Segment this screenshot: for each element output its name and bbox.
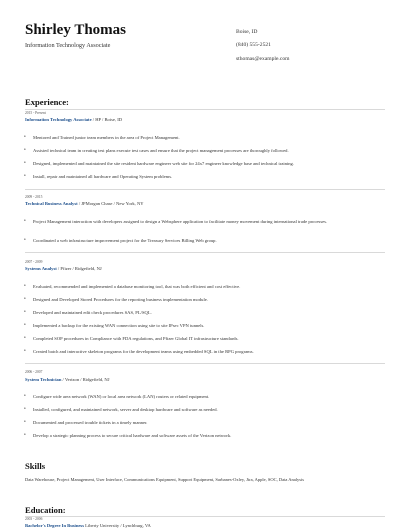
list-item: • Coordinated a web infrastructure improvement project for the Treasury Services Billing Web group. xyxy=(24,238,217,243)
degree: Bachelor's Degree In Business xyxy=(25,523,84,528)
bullet-icon: • xyxy=(24,284,26,289)
job-dates: 2009 - 2015 xyxy=(25,195,43,199)
job-role: System Technician xyxy=(25,377,62,382)
bullet-icon: • xyxy=(24,219,26,224)
job-role: Information Technology Associate xyxy=(25,117,92,122)
list-item: • Project Management interaction with developers assigned to design a Webspherе application to facilitate money movement during international trade processes. xyxy=(24,219,328,224)
divider xyxy=(25,189,385,190)
skills-list: Data Warehouse, Project Management, User Interface, Communications Equipment, Support Equipment, Sarbanes-Oxley, Jira, Apple, SOC, Data Analysis xyxy=(25,477,304,482)
candidate-name: Shirley Thomas xyxy=(25,22,126,38)
contact-email: sthomas@example.com xyxy=(236,56,290,62)
job-heading xyxy=(25,201,144,206)
job-org: / Verizon / Ridgefield, NJ xyxy=(61,377,110,382)
bullet-icon: • xyxy=(24,336,26,341)
job-heading xyxy=(25,266,102,271)
bullet-icon: • xyxy=(24,420,26,425)
list-item: • Installed, configured, and maintained network, server and desktop hardware and software as needed. xyxy=(24,407,218,412)
list-item: • Designed and Developed Stored Procedures for the reporting business implementation module. xyxy=(24,297,208,302)
list-item: • Assisted technical team in creating test plans execute test cases and ensure that the project management processes are thoroughly followed. xyxy=(24,148,289,153)
bullet-icon: • xyxy=(24,297,26,302)
job-heading xyxy=(25,377,110,382)
divider xyxy=(25,109,385,110)
education-dates: 2003 - 2006 xyxy=(25,517,43,521)
list-item: • Configure wide area network (WAN) or local area network (LAN) routers or related equipment. xyxy=(24,394,210,399)
divider xyxy=(25,363,385,364)
bullet-icon: • xyxy=(24,349,26,354)
school: Liberty University / Lynchburg, VA xyxy=(84,523,151,528)
job-dates: 2006 - 2007 xyxy=(25,370,43,374)
divider xyxy=(25,252,385,253)
bullet-icon: • xyxy=(24,161,26,166)
resume-header xyxy=(0,0,410,80)
list-item: • Mentored and Trained junior team members in the area of Project Management. xyxy=(24,135,180,140)
list-item: • Designed, implemented and maintained the site resident hardware engineer web site for 24x7 engineer knowledge base and technical training. xyxy=(24,161,294,166)
job-role: Technical Business Analyst xyxy=(25,201,78,206)
bullet-icon: • xyxy=(24,174,26,179)
bullet-icon: • xyxy=(24,148,26,153)
education-heading-line xyxy=(25,523,151,528)
list-item: • Develop a strategic planning process to secure critical hardware and software assets of the Verizon network. xyxy=(24,433,232,438)
contact-phone: (840) 555-2521 xyxy=(236,42,271,48)
list-item: • Completed SOP procedures in Compliance with FDA regulations, and Pfizer Global IT infrastructure standards. xyxy=(24,336,239,341)
list-item: • Implemented a backup for the existing WAN connection using site to site IPsec VPN tunnels. xyxy=(24,323,205,328)
job-dates: 2007 - 2009 xyxy=(25,260,43,264)
bullet-icon: • xyxy=(24,135,26,140)
list-item: • Install, repair and maintained all hardware and Operating System problems. xyxy=(24,174,173,179)
job-org: / Pfizer / Ridgefield, NJ xyxy=(56,266,102,271)
job-org: / JPMorgan Chase / New York, NY xyxy=(77,201,144,206)
bullet-icon: • xyxy=(24,238,26,243)
experience-heading: Experience: xyxy=(25,97,69,107)
bullet-icon: • xyxy=(24,407,26,412)
list-item: • Developed and maintained edit check procedures SAS, PL/SQL. xyxy=(24,310,152,315)
list-item: • Created batch and interactive skeleton programs for the development teams using embedded SQL in the RPG programs. xyxy=(24,349,254,354)
bullet-icon: • xyxy=(24,323,26,328)
list-item: • Evaluated, recommended and implemented a database monitoring tool, that was both efficient and cost effective. xyxy=(24,284,241,289)
bullet-icon: • xyxy=(24,394,26,399)
job-dates: 2015 - Present xyxy=(25,111,46,115)
job-org: / HP / Boise, ID xyxy=(91,117,123,122)
divider xyxy=(25,516,385,517)
skills-heading: Skills xyxy=(25,461,46,471)
job-heading xyxy=(25,117,122,122)
job-role: Systems Analyst xyxy=(25,266,57,271)
bullet-icon: • xyxy=(24,433,26,438)
list-item: • Documented and processed trouble tickets in a timely manner. xyxy=(24,420,148,425)
bullet-icon: • xyxy=(24,310,26,315)
education-heading: Education: xyxy=(25,505,66,515)
contact-location: Boise, ID xyxy=(236,29,258,35)
candidate-title: Information Technology Associate xyxy=(25,42,111,49)
